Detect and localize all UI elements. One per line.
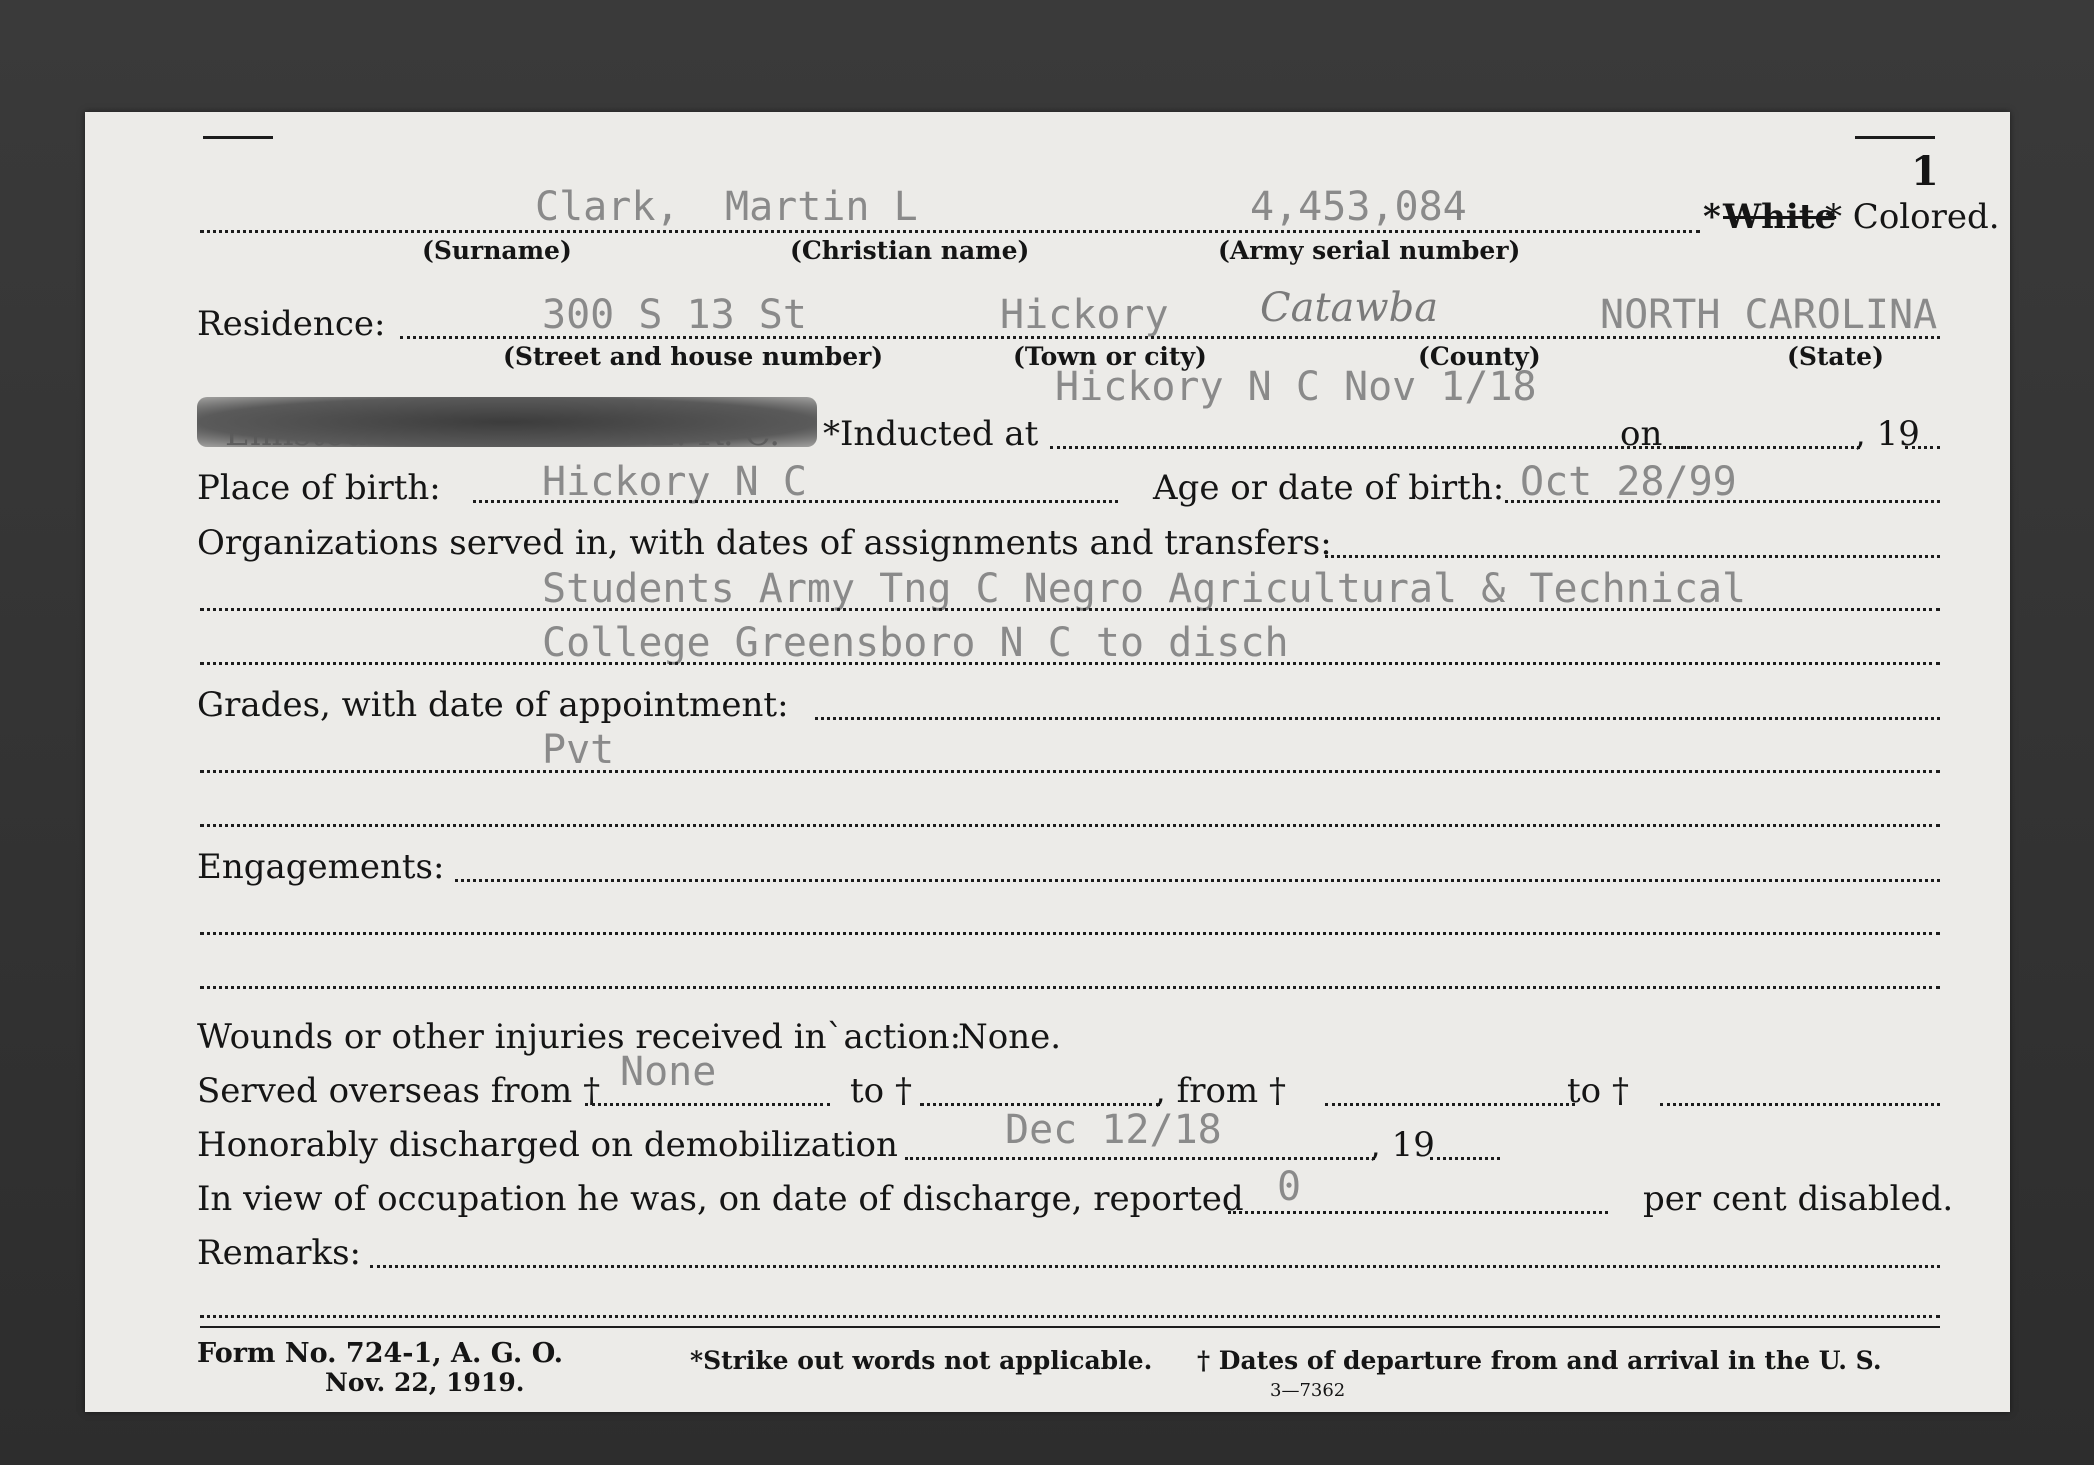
inducted-on-label: on [1620,414,1663,454]
disability-line [1228,1211,1608,1214]
enlisted-redaction-mark [197,397,817,447]
inducted-line [1050,446,1690,449]
inducted-year-label: , 19 [1855,414,1920,454]
discharge-year-label: , 19 [1370,1125,1435,1165]
christian-name-caption: (Christian name) [790,236,1030,265]
organizations-line-2 [200,662,1940,665]
residence-line [400,336,1940,339]
race-star: * [1703,197,1721,237]
residence-label: Residence: [197,304,386,344]
street-value: 300 S 13 St [542,292,807,338]
overseas-to2-line [1660,1103,1940,1106]
organizations-line-0 [1325,555,1940,558]
disability-label: In view of occupation he was, on date of discharge, reported [197,1179,1244,1219]
race-white-struck: White [1723,197,1837,237]
organization-line-2: College Greensboro N C to disch [542,620,1289,666]
organizations-line-1 [200,608,1940,611]
age-label: Age or date of birth: [1153,468,1505,508]
age-line [1505,500,1940,503]
engagements-line-0 [455,879,1940,882]
overseas-from2-label: , from † [1155,1071,1286,1111]
serial-number-caption: (Army serial number) [1218,236,1521,265]
overseas-from-label: Served overseas from † [197,1071,601,1111]
overseas-to-line [920,1103,1160,1106]
remarks-label: Remarks: [197,1233,361,1273]
strike-out-note: *Strike out words not applicable. [690,1346,1153,1375]
dates-note: † Dates of departure from and arrival in the U. S. [1197,1346,1882,1375]
top-left-rule [203,136,273,139]
grades-line-1 [200,770,1940,773]
organizations-label: Organizations served in, with dates of assignments and transfers: [197,523,1332,563]
overseas-to2-label: to † [1567,1071,1629,1111]
card-number: 1 [1911,148,1939,195]
organization-line-1: Students Army Tng C Negro Agricultural & Technical [542,566,1747,612]
overseas-from-line [585,1103,830,1106]
remarks-line-1 [200,1315,1940,1318]
disability-suffix: per cent disabled. [1643,1179,1954,1219]
overseas-from2-line [1325,1103,1575,1106]
discharge-label: Honorably discharged on demobilization [197,1125,898,1165]
age-value: Oct 28/99 [1520,459,1737,505]
christian-name-value: Martin L [725,184,918,230]
grades-line-0 [815,717,1940,720]
place-of-birth-value: Hickory N C [542,459,807,505]
discharge-line [905,1157,1375,1160]
wounds-label: Wounds or other injuries received in`action: [197,1017,962,1057]
discharge-value: Dec 12/18 [1005,1107,1222,1153]
service-record-card [85,112,2010,1412]
grades-value: Pvt [542,727,615,773]
disability-value: 0 [1277,1164,1302,1210]
top-right-rule [1855,136,1935,139]
state-caption: (State) [1787,342,1884,371]
engagements-line-1 [200,932,1940,935]
street-caption: (Street and house number) [503,342,884,371]
county-caption: (County) [1418,342,1541,371]
discharge-year-line [1430,1157,1500,1160]
inducted-value: Hickory N C Nov 1/18 [1055,364,1537,410]
inducted-date-line [1670,446,1860,449]
inducted-year-line [1905,446,1940,449]
name-line [200,230,1700,233]
town-value: Hickory [1000,292,1169,338]
grades-label: Grades, with date of appointment: [197,685,789,725]
place-of-birth-line [473,500,1118,503]
race-colored: * Colored. [1825,197,2000,237]
place-of-birth-label: Place of birth: [197,468,441,508]
inducted-label: *Inducted at [823,414,1039,454]
form-number: Form No. 724-1, A. G. O. [197,1338,564,1369]
surname-value: Clark, [535,184,680,230]
town-caption: (Town or city) [1013,342,1207,371]
remarks-line-0 [370,1265,1940,1268]
county-value: Catawba [1260,285,1439,331]
engagements-label: Engagements: [197,847,445,887]
print-code: 3—7362 [1270,1380,1346,1401]
form-date: Nov. 22, 1919. [325,1368,525,1397]
state-value: NORTH CAROLINA [1600,292,1938,338]
overseas-to-label: to † [850,1071,912,1111]
overseas-value: None [620,1049,717,1095]
wounds-value: None. [958,1017,1062,1057]
serial-number-value: 4,453,084 [1250,184,1467,230]
surname-caption: (Surname) [422,236,572,265]
footer-rule [200,1326,1940,1328]
engagements-line-2 [200,986,1940,989]
grades-line-2 [200,824,1940,827]
